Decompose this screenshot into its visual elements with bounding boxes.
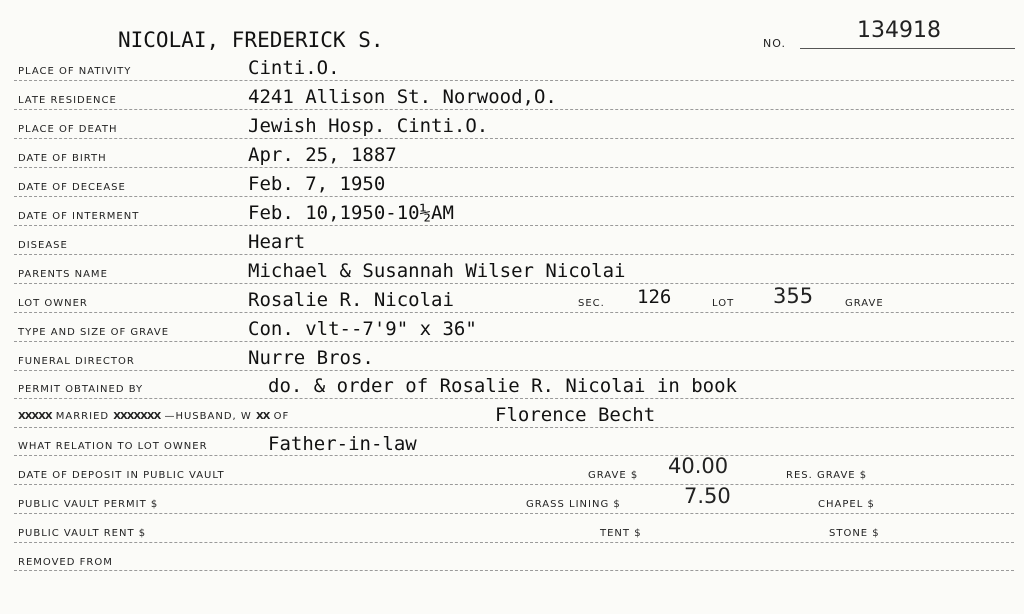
stone-label: STONE $ — [829, 528, 880, 539]
record-number: 134918 — [857, 18, 941, 43]
place-of-death-value: Jewish Hosp. Cinti.O. — [248, 115, 489, 137]
lot-value: 355 — [773, 284, 814, 308]
parents-name-label: PARENTS NAME — [18, 269, 108, 280]
date-of-birth-value: Apr. 25, 1887 — [248, 144, 397, 166]
permit-obtained-value: do. & order of Rosalie R. Nicolai in book — [268, 375, 737, 397]
deceased-name: NICOLAI, FREDERICK S. — [118, 28, 384, 52]
type-size-grave-label: TYPE AND SIZE OF GRAVE — [18, 327, 170, 338]
disease-value: Heart — [248, 231, 306, 253]
place-of-nativity-value: Cinti.O. — [248, 57, 340, 79]
rule-line — [14, 542, 1014, 543]
date-of-decease-label: DATE OF DECEASE — [18, 182, 126, 193]
rule-line — [14, 283, 1014, 284]
grave-fee-label: GRAVE $ — [588, 470, 639, 481]
public-vault-rent-label: PUBLIC VAULT RENT $ — [18, 528, 147, 539]
married-value: Florence Becht — [495, 404, 656, 426]
record-number-label: NO. — [763, 37, 786, 50]
relation-to-owner-label: WHAT RELATION TO LOT OWNER — [18, 441, 208, 452]
struck-text: XXXXX — [18, 411, 52, 422]
rule-line — [14, 312, 1014, 313]
date-of-birth-label: DATE OF BIRTH — [18, 153, 107, 164]
section-value: 126 — [637, 286, 672, 308]
rule-line — [14, 80, 1014, 81]
removed-from-label: REMOVED FROM — [18, 557, 113, 568]
grave-label: GRAVE — [845, 298, 884, 309]
struck-text: XX — [255, 411, 270, 422]
of-text: OF — [273, 411, 290, 422]
late-residence-value: 4241 Allison St. Norwood,O. — [248, 86, 557, 108]
rule-line — [14, 109, 1014, 110]
disease-label: DISEASE — [18, 240, 68, 251]
tent-label: TENT $ — [600, 528, 642, 539]
rule-line — [14, 225, 1014, 226]
funeral-director-value: Nurre Bros. — [248, 347, 374, 369]
rule-line — [14, 167, 1014, 168]
public-vault-permit-label: PUBLIC VAULT PERMIT $ — [18, 499, 159, 510]
section-label: SEC. — [578, 298, 605, 309]
relation-value: Father-in-law — [268, 433, 417, 455]
married-label — [18, 411, 289, 422]
date-of-interment-label: DATE OF INTERMENT — [18, 211, 140, 222]
funeral-director-label: FUNERAL DIRECTOR — [18, 356, 135, 367]
husband-wife-text: —HUSBAND, W — [164, 411, 252, 422]
rule-line — [14, 398, 1014, 399]
place-of-death-label: PLACE OF DEATH — [18, 124, 118, 135]
date-of-decease-value: Feb. 7, 1950 — [248, 173, 386, 195]
date-of-deposit-label: DATE OF DEPOSIT IN PUBLIC VAULT — [18, 470, 225, 481]
rule-line — [14, 370, 1014, 371]
res-grave-label: RES. GRAVE $ — [786, 470, 868, 481]
lot-label: LOT — [712, 298, 735, 309]
lot-owner-label: LOT OWNER — [18, 298, 88, 309]
rule-line — [14, 484, 1014, 485]
permit-obtained-label: PERMIT OBTAINED BY — [18, 384, 144, 395]
rule-line — [14, 513, 1014, 514]
rule-line — [14, 254, 1014, 255]
record-number-underline — [800, 48, 1015, 49]
rule-line — [14, 427, 1014, 428]
grave-fee-value: 40.00 — [668, 454, 729, 478]
grave-type-value: Con. vlt--7'9" x 36" — [248, 318, 477, 340]
rule-line — [14, 196, 1014, 197]
grass-lining-value: 7.50 — [684, 484, 731, 508]
rule-line — [14, 341, 1014, 342]
parents-name-value: Michael & Susannah Wilser Nicolai — [248, 260, 626, 282]
married-text: MARRIED — [55, 411, 110, 422]
lot-owner-value: Rosalie R. Nicolai — [248, 289, 454, 311]
grass-lining-label: GRASS LINING $ — [526, 499, 621, 510]
struck-text: XXXXXXX — [113, 411, 161, 422]
chapel-label: CHAPEL $ — [818, 499, 875, 510]
place-of-nativity-label: PLACE OF NATIVITY — [18, 66, 132, 77]
rule-line — [14, 138, 1014, 139]
rule-line — [14, 455, 1014, 456]
late-residence-label: LATE RESIDENCE — [18, 95, 117, 106]
rule-line — [14, 570, 1014, 571]
date-of-interment-value: Feb. 10,1950-10½AM — [248, 202, 454, 224]
